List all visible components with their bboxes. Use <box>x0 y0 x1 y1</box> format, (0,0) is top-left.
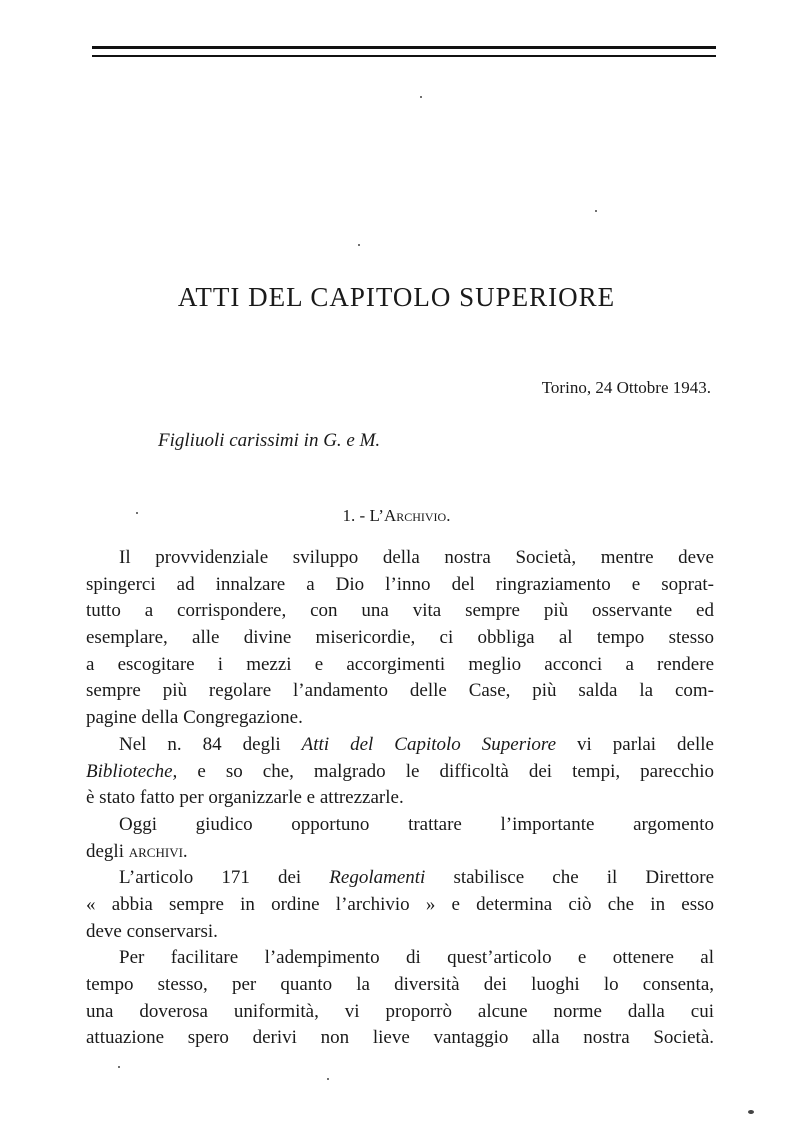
page-title: ATTI DEL CAPITOLO SUPERIORE <box>177 282 616 312</box>
text-line: « abbia sempre in ordine l’archivio » e determina ciò che in esso <box>86 893 714 915</box>
text-line: tutto a corrispondere, con una vita sempre più osservante ed <box>86 600 714 622</box>
text-line: una doverosa uniformità, vi proporrò alcune norme dalla cui <box>86 1000 714 1022</box>
text-span-italic: Regolamenti <box>329 867 426 889</box>
section-title: Archivio. <box>383 506 451 525</box>
text-line: Per facilitare l’adempimento di quest’articolo e ottenere al <box>119 947 714 969</box>
text-line: è stato fatto per organizzarle e attrezzarle. <box>86 787 404 809</box>
scan-speck <box>327 1078 329 1080</box>
text-span: degli <box>86 840 124 862</box>
top-rule-thick <box>92 46 716 49</box>
text-span: e so che, malgrado le difficoltà dei tempi, parecchio <box>197 760 715 782</box>
scan-speck <box>748 1110 754 1114</box>
text-span-smallcaps: archivi. <box>128 840 188 862</box>
section-heading <box>0 506 793 526</box>
scan-speck <box>595 210 597 212</box>
body-text <box>86 545 714 1052</box>
text-span-italic: Atti del Capitolo Superiore <box>301 733 557 755</box>
text-line <box>86 865 714 892</box>
text-span: Nel n. 84 degli <box>119 733 281 755</box>
text-line <box>86 732 714 759</box>
text-span-italic: Biblioteche, <box>86 760 178 782</box>
scan-speck <box>136 512 138 514</box>
text-line: pagine della Congregazione. <box>86 707 303 729</box>
text-line: a escogitare i mezzi e accorgimenti meglio acconci a rendere <box>86 653 714 675</box>
text-line: tempo stesso, per quanto la diversità dei luoghi lo consenta, <box>86 974 714 995</box>
text-span: stabilisce che il Direttore <box>453 867 715 889</box>
text-line: deve conservarsi. <box>86 920 218 942</box>
text-line: Il provvidenziale sviluppo della nostra Società, mentre deve <box>119 547 714 568</box>
text-line: attuazione spero derivi non lieve vantaggio alla nostra Società. <box>86 1027 714 1049</box>
text-line: spingerci ad innalzare a Dio l’inno del ringraziamento e soprat- <box>86 573 714 595</box>
text-line <box>86 759 714 786</box>
text-line: Oggi giudico opportuno trattare l’importante argomento <box>119 813 714 835</box>
letter-date: Torino, 24 Ottobre 1943. <box>541 378 711 397</box>
section-number: 1. - L’ <box>342 506 384 525</box>
text-line: sempre più regolare l’andamento delle Case, più salda la com- <box>86 680 714 702</box>
scan-speck <box>420 96 422 98</box>
text-span: vi parlai delle <box>577 733 714 755</box>
text-span: L’articolo 171 dei <box>119 867 302 889</box>
scan-speck <box>118 1066 120 1068</box>
scan-speck <box>358 244 360 246</box>
text-line: esemplare, alle divine misericordie, ci obbliga al tempo stesso <box>86 627 714 649</box>
top-rule-thin <box>92 55 716 57</box>
text-line <box>86 839 714 866</box>
salutation: Figliuoli carissimi in G. e M. <box>158 430 381 451</box>
